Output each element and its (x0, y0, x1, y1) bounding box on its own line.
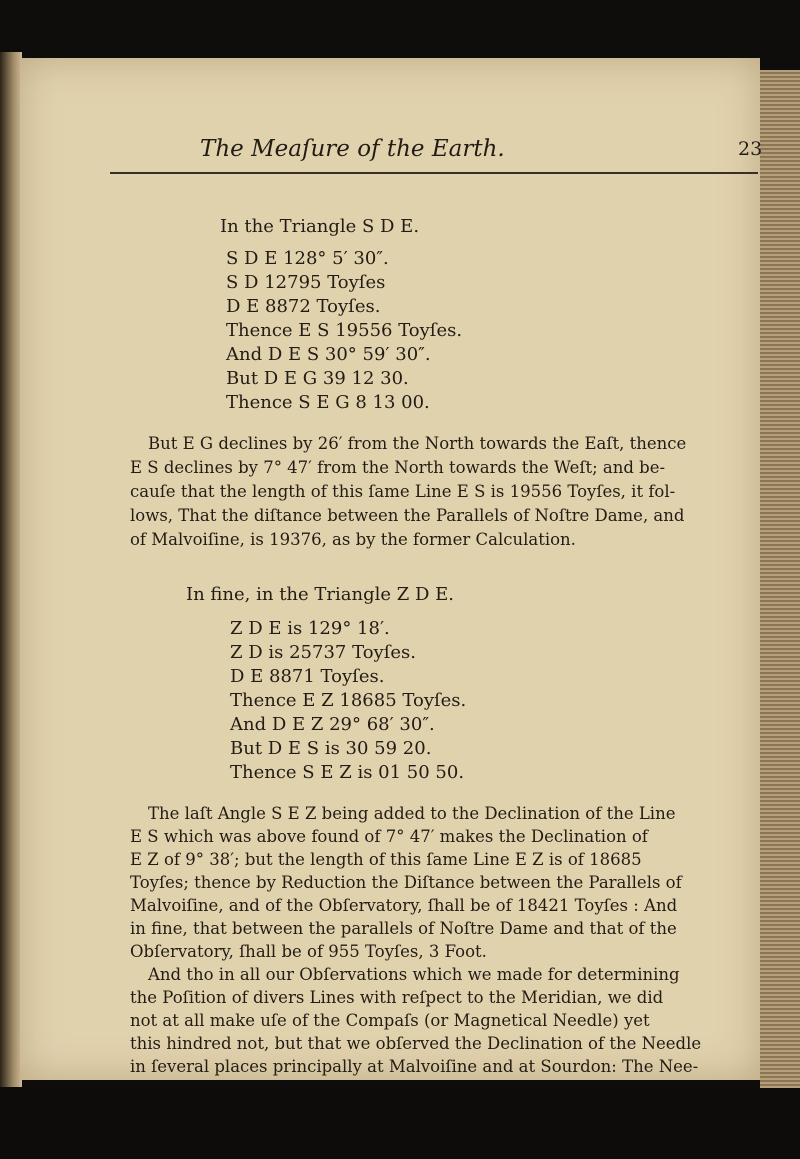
triangle2-row: And D E Z 29° 68′ 30″. (230, 714, 435, 735)
triangle2-row: Z D is 25737 Toyſes. (230, 642, 416, 663)
para1-line: cauſe that the length of this ſame Line E S is 19556 Toyſes, it fol- (130, 482, 676, 501)
triangle2-row: D E 8871 Toyſes. (230, 666, 385, 687)
para2-line: The laſt Angle S E Z being added to the Declination of the Line (148, 804, 676, 823)
background-bottom (0, 1088, 800, 1159)
para1-line: But E G declines by 26′ from the North towards the Eaſt, thence (148, 434, 687, 453)
triangle1-row: But D E G 39 12 30. (226, 368, 409, 389)
page-number: 23 (738, 138, 763, 160)
para2-line: E S which was above found of 7° 47′ makes the Declination of (130, 827, 648, 846)
para2-line: in fine, that between the parallels of Noſtre Dame and that of the (130, 919, 677, 938)
para2-line: this hindred not, but that we obſerved the Declination of the Needle (130, 1034, 702, 1053)
triangle1-row: Thence S E G 8 13 00. (226, 392, 430, 413)
triangle1-heading: In the Triangle S D E. (220, 216, 420, 237)
para2-line: in ſeveral places principally at Malvoiſine and at Sourdon: The Nee- (130, 1057, 699, 1076)
triangle2-row: Thence E Z 18685 Toyſes. (230, 690, 467, 711)
book-left-edge (0, 52, 22, 1087)
para2-line: And tho in all our Obſervations which we made for determining (148, 965, 680, 984)
para1-line: lows, That the diſtance between the Parallels of Noſtre Dame, and (130, 506, 685, 525)
triangle1-row: S D E 128° 5′ 30″. (226, 248, 389, 269)
triangle2-row: Thence S E Z is 01 50 50. (230, 762, 465, 783)
para2-line: Malvoiſine, and of the Obſervatory, ſhall be of 18421 Toyſes : And (130, 896, 678, 915)
triangle2-heading: In fine, in the Triangle Z D E. (186, 584, 454, 605)
para2-line: the Poſition of divers Lines with reſpect to the Meridian, we did (130, 988, 664, 1007)
triangle1-row: And D E S 30° 59′ 30″. (226, 344, 431, 365)
running-header: The Meaſure of the Earth. (200, 136, 505, 162)
page-fore-edge (760, 70, 800, 1090)
para2-line: Obſervatory, ſhall be of 955 Toyſes, 3 Foot. (130, 942, 487, 961)
para1-line: of Malvoiſine, is 19376, as by the former Calculation. (130, 530, 576, 549)
para2-line: E Z of 9° 38′; but the length of this ſame Line E Z is of 18685 (130, 850, 642, 869)
para1-line: E S declines by 7° 47′ from the North towards the Weſt; and be- (130, 458, 666, 477)
triangle2-row: But D E S is 30 59 20. (230, 738, 432, 759)
para2-line: not at all make uſe of the Compaſs (or Magnetical Needle) yet (130, 1011, 650, 1030)
triangle2-row: Z D E is 129° 18′. (230, 618, 390, 639)
triangle1-row: S D 12795 Toyſes (226, 272, 386, 293)
header-rule (110, 172, 758, 174)
triangle1-row: D E 8872 Toyſes. (226, 296, 381, 317)
para2-line: Toyſes; thence by Reduction the Diſtance between the Parallels of (130, 873, 682, 892)
triangle1-row: Thence E S 19556 Toyſes. (226, 320, 463, 341)
